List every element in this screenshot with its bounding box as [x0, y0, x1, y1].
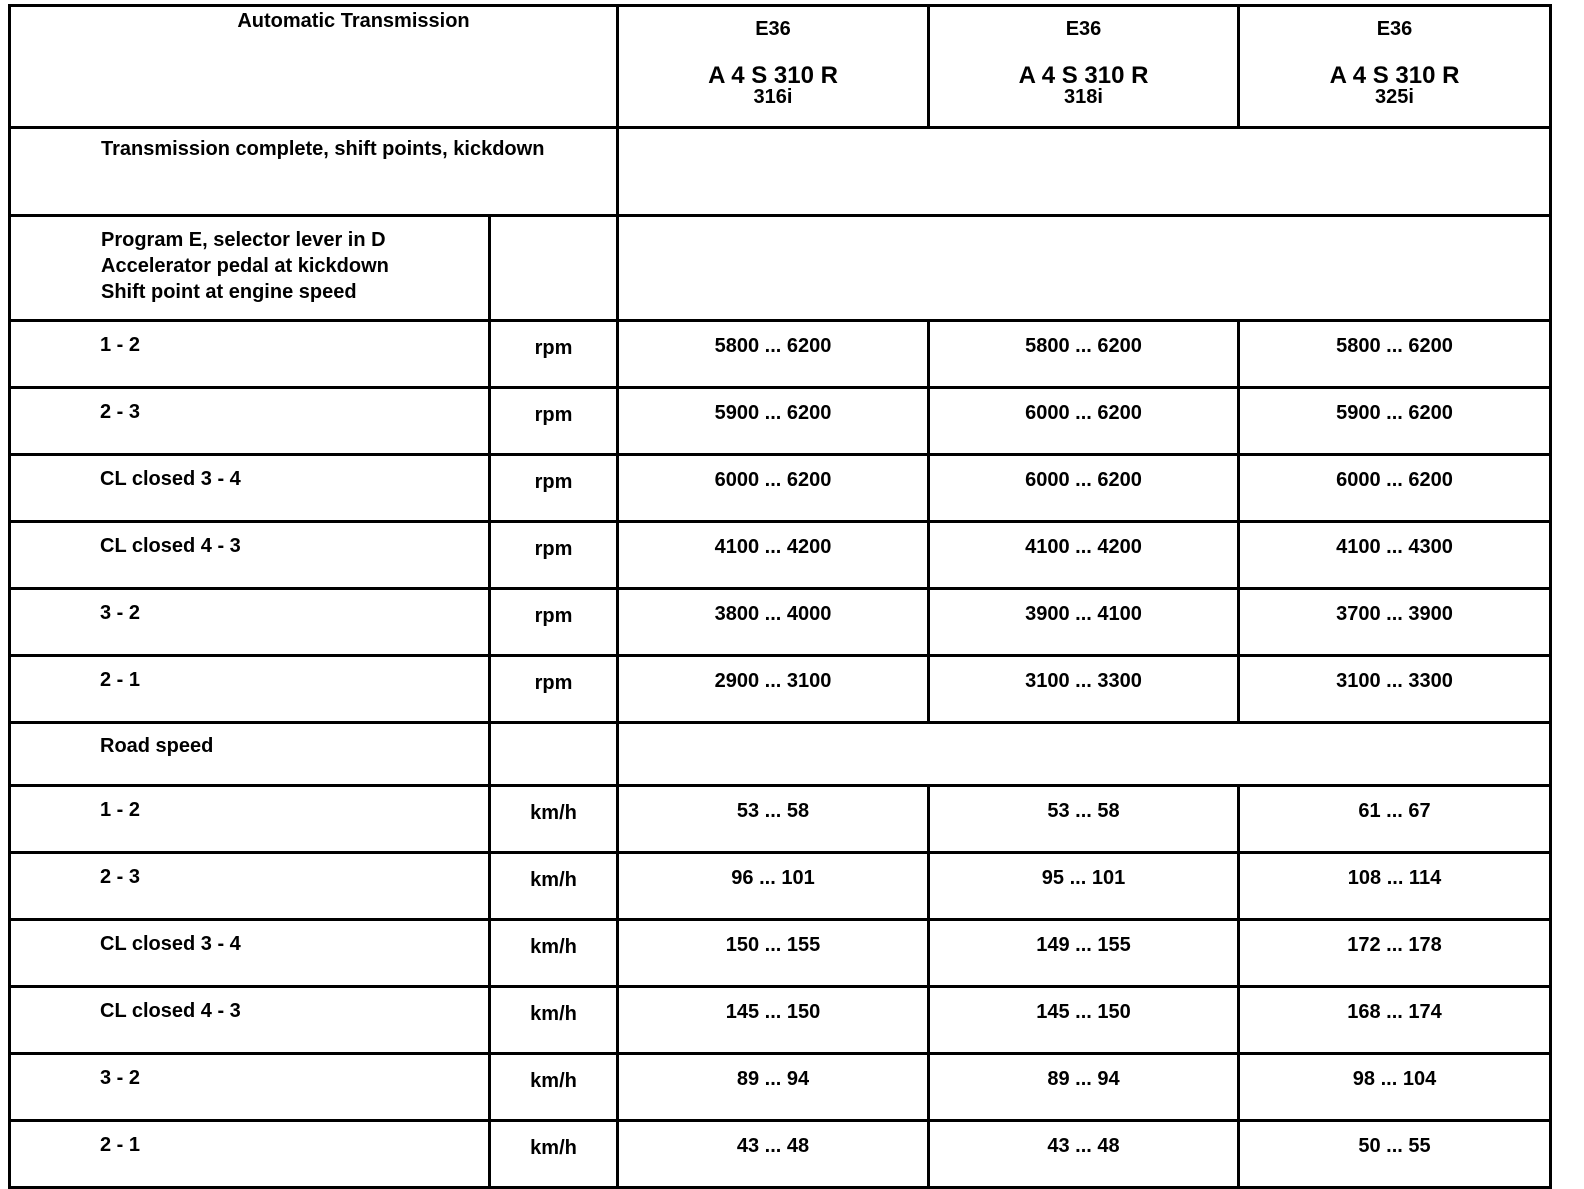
- model-header-325i: [1239, 6, 1551, 128]
- value-325i: 98 ... 104: [1239, 1054, 1551, 1121]
- unit-cell: rpm: [490, 656, 618, 723]
- condition-line: Accelerator pedal at kickdown: [101, 255, 389, 277]
- value-316i: 2900 ... 3100: [618, 656, 929, 723]
- unit-cell: rpm: [490, 321, 618, 388]
- value-316i: 4100 ... 4200: [618, 522, 929, 589]
- model-variant: 318i: [1064, 85, 1103, 108]
- shift-points-table: [8, 4, 1552, 1189]
- shift-label: 2 - 3: [10, 388, 490, 455]
- value-325i: 3100 ... 3300: [1239, 656, 1551, 723]
- section-title-text: Transmission complete, shift points, kickdown: [101, 138, 545, 160]
- table-row: [10, 589, 1551, 656]
- shift-label: CL closed 4 - 3: [10, 987, 490, 1054]
- table-title: Automatic Transmission: [10, 6, 618, 128]
- chassis-code: E36: [1065, 18, 1102, 40]
- model-header-318i: [929, 6, 1239, 128]
- conditions-row: [10, 216, 1551, 321]
- chassis-code: E36: [1376, 18, 1413, 40]
- value-318i: 3100 ... 3300: [929, 656, 1239, 723]
- value-316i: 5900 ... 6200: [618, 388, 929, 455]
- table-row: [10, 786, 1551, 853]
- section-title: [10, 128, 618, 216]
- value-316i: 145 ... 150: [618, 987, 929, 1054]
- table-row: [10, 656, 1551, 723]
- table-row: [10, 1054, 1551, 1121]
- model-header-316i: [618, 6, 929, 128]
- value-318i: 4100 ... 4200: [929, 522, 1239, 589]
- value-325i: 5900 ... 6200: [1239, 388, 1551, 455]
- shift-label: 3 - 2: [10, 1054, 490, 1121]
- conditions-unit-cell: [490, 216, 618, 321]
- value-325i: 3700 ... 3900: [1239, 589, 1551, 656]
- transmission-code: A 4 S 310 R: [1329, 62, 1460, 89]
- shift-label: 2 - 1: [10, 656, 490, 723]
- value-318i: 89 ... 94: [929, 1054, 1239, 1121]
- unit-cell: km/h: [490, 987, 618, 1054]
- unit-cell: km/h: [490, 853, 618, 920]
- value-316i: 5800 ... 6200: [618, 321, 929, 388]
- model-variant: 325i: [1375, 85, 1414, 108]
- value-325i: 6000 ... 6200: [1239, 455, 1551, 522]
- shift-label: 1 - 2: [10, 321, 490, 388]
- table-row: [10, 920, 1551, 987]
- value-325i: 50 ... 55: [1239, 1121, 1551, 1188]
- unit-cell: km/h: [490, 920, 618, 987]
- shift-label: 1 - 2: [10, 786, 490, 853]
- value-325i: 5800 ... 6200: [1239, 321, 1551, 388]
- value-316i: 53 ... 58: [618, 786, 929, 853]
- road-speed-label: Road speed: [10, 723, 490, 786]
- shift-label: CL closed 3 - 4: [10, 455, 490, 522]
- unit-cell: rpm: [490, 522, 618, 589]
- shift-label: CL closed 4 - 3: [10, 522, 490, 589]
- unit-cell: rpm: [490, 455, 618, 522]
- value-318i: 53 ... 58: [929, 786, 1239, 853]
- table-row: [10, 1121, 1551, 1188]
- condition-line: Program E, selector lever in D: [101, 229, 386, 251]
- unit-cell: km/h: [490, 786, 618, 853]
- table-row: [10, 388, 1551, 455]
- road-speed-row: [10, 723, 1551, 786]
- shift-label: CL closed 3 - 4: [10, 920, 490, 987]
- value-318i: 149 ... 155: [929, 920, 1239, 987]
- value-325i: 4100 ... 4300: [1239, 522, 1551, 589]
- value-325i: 108 ... 114: [1239, 853, 1551, 920]
- value-318i: 3900 ... 4100: [929, 589, 1239, 656]
- transmission-code: A 4 S 310 R: [708, 62, 838, 89]
- shift-label: 2 - 1: [10, 1121, 490, 1188]
- section-row: [10, 128, 1551, 216]
- value-318i: 5800 ... 6200: [929, 321, 1239, 388]
- model-variant: 316i: [753, 85, 793, 108]
- shift-label: 3 - 2: [10, 589, 490, 656]
- value-316i: 6000 ... 6200: [618, 455, 929, 522]
- value-325i: 168 ... 174: [1239, 987, 1551, 1054]
- section-empty-cell: [618, 128, 1551, 216]
- shift-label: 2 - 3: [10, 853, 490, 920]
- value-325i: 61 ... 67: [1239, 786, 1551, 853]
- value-318i: 6000 ... 6200: [929, 388, 1239, 455]
- table-row: [10, 987, 1551, 1054]
- value-316i: 3800 ... 4000: [618, 589, 929, 656]
- unit-cell: km/h: [490, 1121, 618, 1188]
- value-318i: 6000 ... 6200: [929, 455, 1239, 522]
- unit-cell: rpm: [490, 388, 618, 455]
- table-row: [10, 455, 1551, 522]
- unit-cell: km/h: [490, 1054, 618, 1121]
- value-318i: 145 ... 150: [929, 987, 1239, 1054]
- test-conditions: [10, 216, 490, 321]
- unit-cell: rpm: [490, 589, 618, 656]
- conditions-empty-cell: [618, 216, 1551, 321]
- chassis-code: E36: [755, 18, 791, 40]
- value-316i: 96 ... 101: [618, 853, 929, 920]
- value-318i: 95 ... 101: [929, 853, 1239, 920]
- table-row: [10, 321, 1551, 388]
- value-316i: 43 ... 48: [618, 1121, 929, 1188]
- value-318i: 43 ... 48: [929, 1121, 1239, 1188]
- header-row: [10, 6, 1551, 128]
- table-row: [10, 522, 1551, 589]
- transmission-code: A 4 S 310 R: [1018, 62, 1149, 89]
- value-316i: 150 ... 155: [618, 920, 929, 987]
- condition-line: Shift point at engine speed: [101, 281, 357, 303]
- value-325i: 172 ... 178: [1239, 920, 1551, 987]
- road-speed-empty-cell: [618, 723, 1551, 786]
- road-speed-unit-cell: [490, 723, 618, 786]
- table-row: [10, 853, 1551, 920]
- value-316i: 89 ... 94: [618, 1054, 929, 1121]
